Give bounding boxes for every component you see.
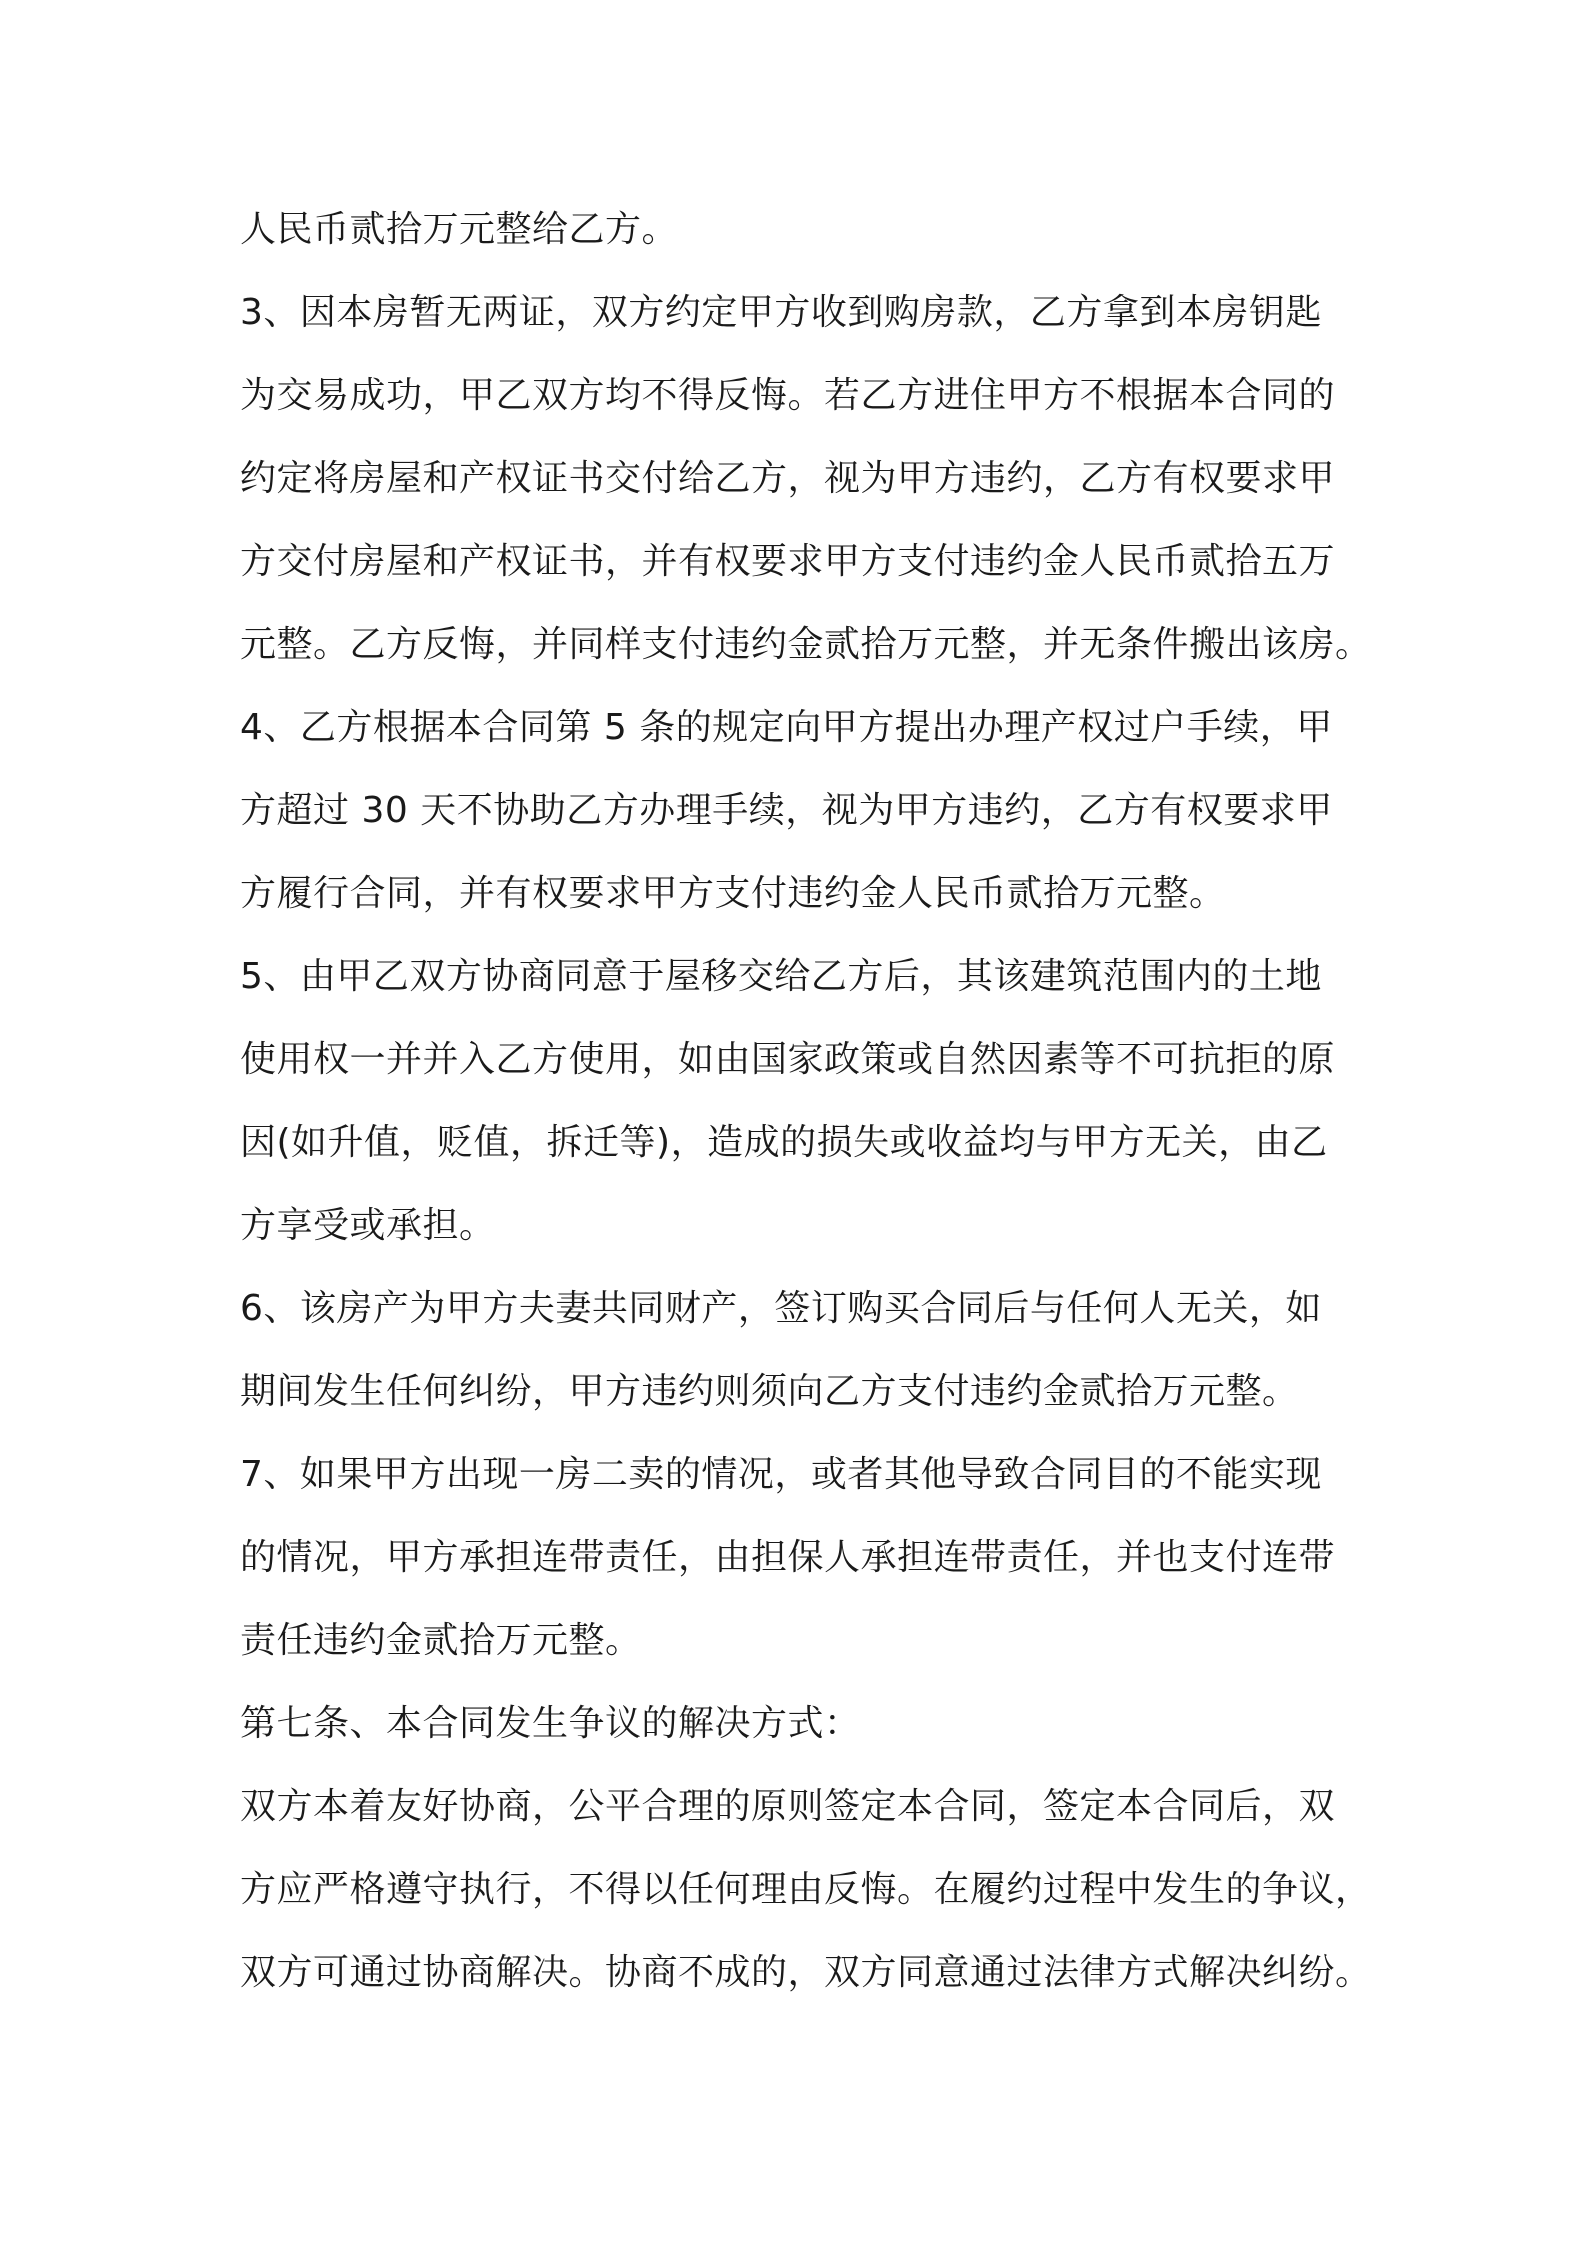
text-line: 方履行合同，并有权要求甲方支付违约金人民币贰拾万元整。 <box>240 873 1226 914</box>
text-line: 7、如果甲方出现一房二卖的情况，或者其他导致合同目的不能实现 <box>240 1454 1322 1495</box>
text-line: 双方本着友好协商，公平合理的原则签定本合同，签定本合同后，双 <box>240 1786 1336 1827</box>
contract-text <box>240 188 1372 2014</box>
section-heading: 第七条、本合同发生争议的解决方式： <box>240 1703 861 1744</box>
text-line: 元整。乙方反悔，并同样支付违约金贰拾万元整，并无条件搬出该房。 <box>240 624 1372 665</box>
text-line: 使用权一并并入乙方使用，如由国家政策或自然因素等不可抗拒的原 <box>240 1039 1336 1080</box>
text-line: 5、由甲乙双方协商同意于屋移交给乙方后，其该建筑范围内的土地 <box>240 956 1322 997</box>
text-line: 为交易成功，甲乙双方均不得反悔。若乙方进住甲方不根据本合同的 <box>240 375 1336 416</box>
text-line: 期间发生任何纠纷，甲方违约则须向乙方支付违约金贰拾万元整。 <box>240 1371 1299 1412</box>
text-line: 方交付房屋和产权证书，并有权要求甲方支付违约金人民币贰拾五万 <box>240 541 1336 582</box>
text-line: 6、该房产为甲方夫妻共同财产，签订购买合同后与任何人无关，如 <box>240 1288 1322 1329</box>
text-line: 方享受或承担。 <box>240 1205 496 1246</box>
text-line: 人民币贰拾万元整给乙方。 <box>240 209 679 250</box>
text-line: 方超过 30 天不协助乙方办理手续，视为甲方违约，乙方有权要求甲 <box>240 790 1333 831</box>
text-line: 3、因本房暂无两证，双方约定甲方收到购房款，乙方拿到本房钥匙 <box>240 292 1322 333</box>
text-line: 因(如升值，贬值，拆迁等)，造成的损失或收益均与甲方无关，由乙 <box>240 1122 1328 1163</box>
text-line: 4、乙方根据本合同第 5 条的规定向甲方提出办理产权过户手续，甲 <box>240 707 1333 748</box>
text-line: 约定将房屋和产权证书交付给乙方，视为甲方违约，乙方有权要求甲 <box>240 458 1336 499</box>
text-line: 方应严格遵守执行，不得以任何理由反悔。在履约过程中发生的争议， <box>240 1869 1372 1910</box>
text-line: 责任违约金贰拾万元整。 <box>240 1620 642 1661</box>
text-line: 的情况，甲方承担连带责任，由担保人承担连带责任，并也支付连带 <box>240 1537 1336 1578</box>
text-line: 双方可通过协商解决。协商不成的，双方同意通过法律方式解决纠纷。 <box>240 1952 1372 1993</box>
